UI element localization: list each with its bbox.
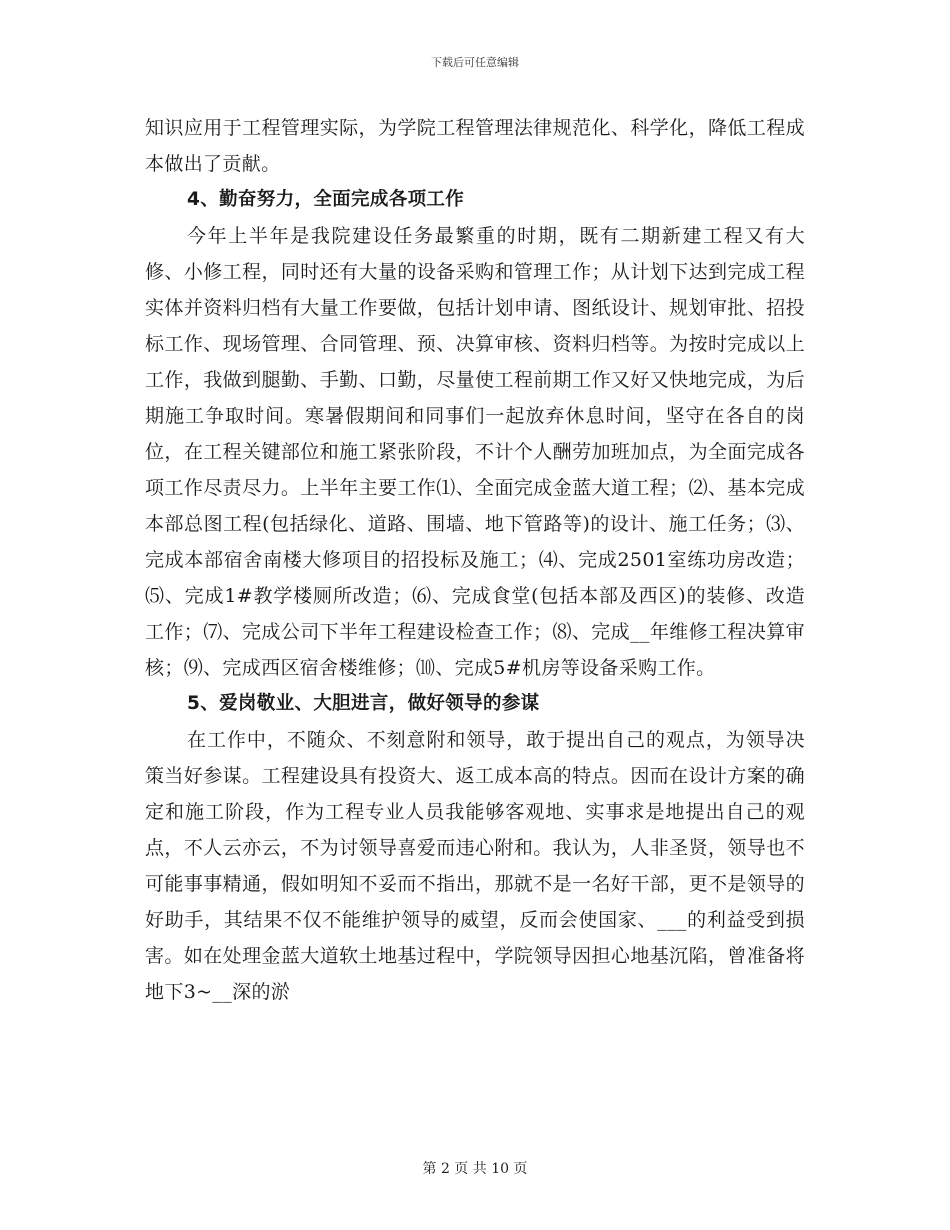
intro-paragraph: 知识应用于工程管理实际，为学院工程管理法律规范化、科学化，降低工程成本做出了贡献。 [145, 117, 805, 175]
page-footer: 第 2 页 共 10 页 [422, 1161, 528, 1177]
page-header: 下载后可任意编辑 [431, 56, 519, 69]
section-heading-5: 5、爱岗敬业、大胆进言，做好领导的参谋 [187, 693, 540, 714]
section-heading-4: 4、勤奋努力，全面完成各项工作 [187, 189, 465, 210]
document-body [145, 110, 805, 1010]
section-4-paragraph: 今年上半年是我院建设任务最繁重的时期，既有二期新建工程又有大修、小修工程，同时还有大量的设备采购和管理工作；从计划下达到完成工程实体并资料归档有大量工作要做，包括计划申请、图纸设计、规划审批、招投标工作、现场管理、合同管理、预、决算审核、资料归档等。为按时完成以上工作，我做到腿勤、手勤、口勤，尽量使工程前期工作又好又快地完成，为后期施工争取时间。寒暑假期间和同事们一起放弃休息时间，坚守在各自的岗位，在工程关键部位和施工紧张阶段，不计个人酬劳加班加点，为全面完成各项工作尽责尽力。上半年主要工作⑴、全面完成金蓝大道工程；⑵、基本完成本部总图工程(包括绿化、道路、围墙、地下管路等)的设计、施工任务；⑶、完成本部宿舍南楼大修项目的招投标及施工；⑷、完成2501室练功房改造；⑸、完成1#教学楼厕所改造；⑹、完成食堂(包括本部及西区)的装修、改造工作；⑺、完成公司下半年工程建设检查工作；⑻、完成__年维修工程决算审核；⑼、完成西区宿舍楼维修；⑽、完成5#机房等设备采购工作。 [145, 225, 805, 679]
section-5-paragraph: 在工作中，不随众、不刻意附和领导，敢于提出自己的观点，为领导决策当好参谋。工程建设具有投资大、返工成本高的特点。因而在设计方案的确定和施工阶段，作为工程专业人员我能够客观地、实事求是地提出自己的观点，不人云亦云，不为讨领导喜爱而违心附和。我认为，人非圣贤，领导也不可能事事精通，假如明知不妥而不指出，那就不是一名好干部，更不是领导的好助手，其结果不仅不能维护领导的威望，反而会使国家、___的利益受到损害。如在处理金蓝大道软土地基过程中，学院领导因担心地基沉陷，曾准备将地下3~__深的淤 [145, 729, 805, 1003]
